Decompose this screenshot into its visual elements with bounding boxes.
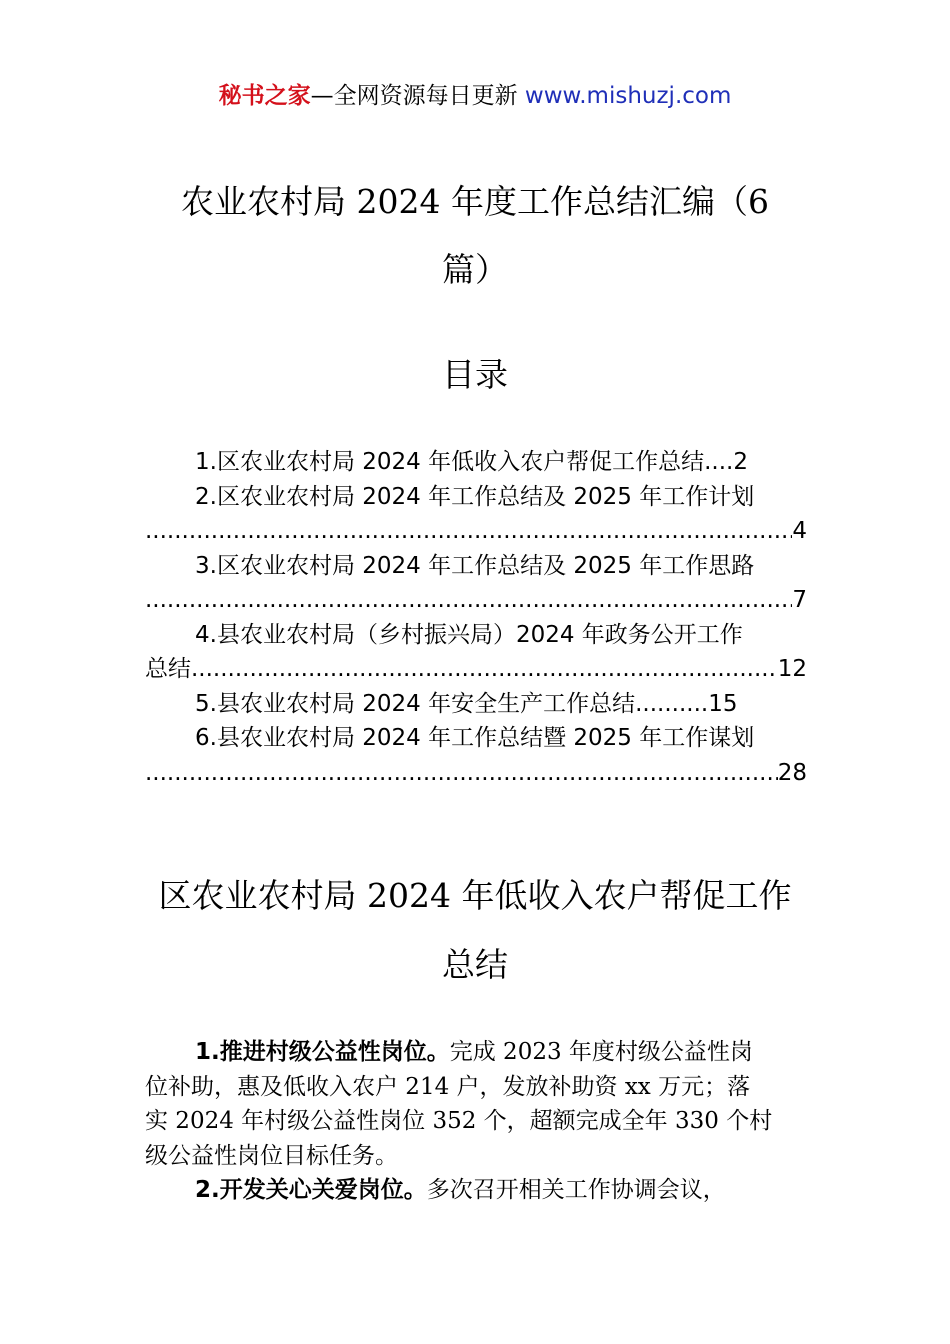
paragraph-1-line-2: 位补助，惠及低收入农户 214 户，发放补助资 xx 万元；落 bbox=[145, 1073, 751, 1100]
toc-entry-6-leader-line[interactable] bbox=[145, 756, 807, 791]
paragraph-2-line-1 bbox=[145, 1173, 807, 1208]
paragraph-1-line-1 bbox=[145, 1035, 807, 1070]
toc-entry-5-text: 5.县农业农村局 2024 年安全生产工作总结 bbox=[195, 690, 636, 717]
toc-entry-2-leader bbox=[145, 514, 792, 549]
toc-entry-6-leader bbox=[145, 756, 778, 791]
watermark-url-link[interactable]: www.mishuzj.com bbox=[524, 83, 732, 109]
site-watermark bbox=[0, 80, 950, 112]
section-title-line-2: 总结 bbox=[442, 945, 508, 984]
toc-entry-5[interactable] bbox=[145, 687, 807, 722]
body-paragraph-2 bbox=[145, 1173, 807, 1208]
toc-entry-4-leader bbox=[191, 652, 778, 687]
toc-heading: 目录 bbox=[442, 355, 508, 394]
toc-entry-2[interactable] bbox=[145, 480, 807, 515]
toc-entry-3-leader bbox=[145, 583, 792, 618]
toc-entry-2-text: 2.区农业农村局 2024 年工作总结及 2025 年工作计划 bbox=[195, 483, 755, 510]
document-title-line-1: 农业农村局 2024 年度工作总结汇编（6 bbox=[181, 182, 769, 221]
paragraph-1-text-1: 完成 2023 年度村级公益性岗 bbox=[449, 1039, 753, 1065]
toc-entry-3[interactable] bbox=[145, 549, 807, 584]
toc-entry-6-page: 28 bbox=[777, 759, 807, 786]
toc-entry-6-text: 6.县农业农村局 2024 年工作总结暨 2025 年工作谋划 bbox=[195, 725, 755, 751]
watermark-brand: 秘书之家 bbox=[218, 83, 311, 109]
document-title-line-2: 篇） bbox=[442, 250, 508, 289]
paragraph-1-lead: 1.推进村级公益性岗位。 bbox=[195, 1039, 450, 1065]
toc-entry-3-text: 3.区农业农村局 2024 年工作总结及 2025 年工作思路 bbox=[195, 552, 755, 579]
toc-entry-4[interactable] bbox=[145, 618, 807, 653]
toc-entry-2-page: 4 bbox=[792, 518, 807, 544]
toc-entry-4-page: 12 bbox=[777, 656, 807, 682]
toc-entry-4-leader-line[interactable] bbox=[145, 652, 807, 687]
table-of-contents bbox=[145, 445, 807, 790]
toc-entry-4-text: 4.县农业农村局（乡村振兴局）2024 年政务公开工作 bbox=[195, 621, 743, 648]
toc-entry-6[interactable] bbox=[145, 721, 807, 756]
watermark-tagline: —全网资源每日更新 bbox=[310, 83, 525, 109]
toc-entry-1-leader: .... bbox=[704, 449, 734, 475]
toc-entry-3-leader-line[interactable] bbox=[145, 583, 807, 618]
paragraph-2-text-1: 多次召开相关工作协调会议， bbox=[426, 1177, 726, 1203]
toc-entry-4-text-cont: 总结 bbox=[145, 656, 191, 682]
paragraph-2-lead: 2.开发关心关爱岗位。 bbox=[195, 1177, 427, 1203]
paragraph-1-line-3: 实 2024 年村级公益性岗位 352 个，超额完成全年 330 个村 bbox=[145, 1108, 773, 1134]
paragraph-1-line-4: 级公益性岗位目标任务。 bbox=[145, 1142, 398, 1169]
toc-entry-1-text: 1.区农业农村局 2024 年低收入农户帮促工作总结 bbox=[195, 449, 705, 475]
section-title-line-1: 区农业农村局 2024 年低收入农户帮促工作 bbox=[158, 876, 792, 915]
toc-entry-2-leader-line[interactable] bbox=[145, 514, 807, 549]
body-paragraph-1 bbox=[145, 1035, 807, 1173]
toc-entry-3-page: 7 bbox=[792, 587, 807, 613]
toc-entry-1-page: 2 bbox=[733, 449, 748, 475]
toc-entry-5-page: 15 bbox=[708, 690, 738, 717]
toc-entry-5-leader: .......... bbox=[635, 690, 709, 717]
toc-entry-1[interactable] bbox=[145, 445, 807, 480]
